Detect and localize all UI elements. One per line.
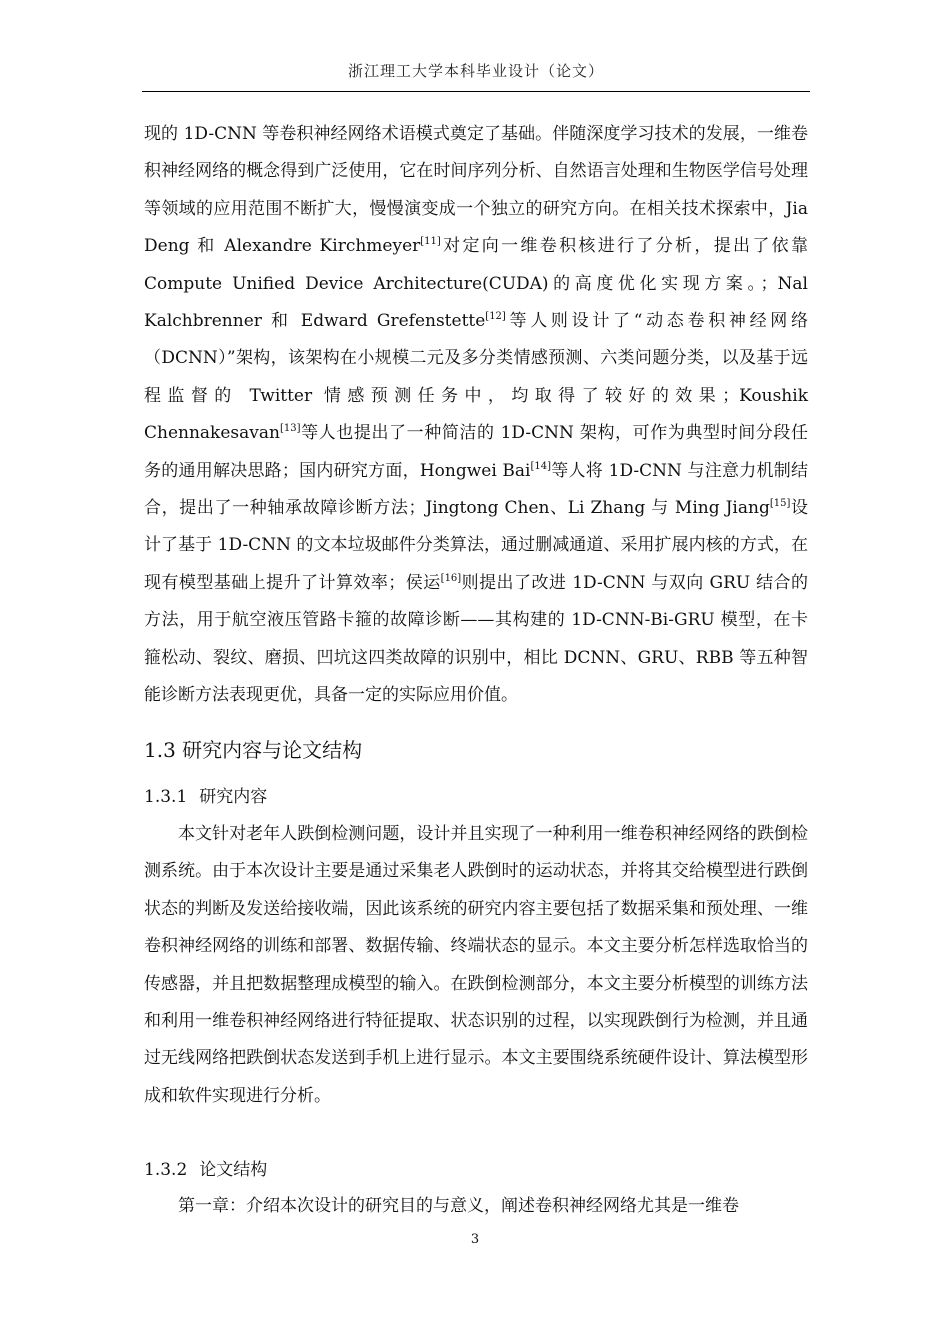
body-paragraph-1 xyxy=(144,116,808,715)
subsection-number: 1.3.1 xyxy=(144,787,188,807)
page-number: 3 xyxy=(470,1232,480,1247)
text-run: 等人则设计了“动态卷积神经网络（DCNN）”架构，该架构在小规模二元及多分类情感预测、六类问题分类，以及基于远程监督的 Twitter 情感预测任务中，均取得了较好的效果；Koushik Chennakesavan xyxy=(144,311,808,444)
section-heading xyxy=(144,734,362,763)
text-run: 等人也提出了一种简洁的 1D-CNN 架构，可作为典型时间分段任务的通用解决思路；国内研究方面，Hongwei Bai xyxy=(144,423,808,481)
text-run: 现的 1D-CNN 等卷积神经网络术语模式奠定了基础。伴随深度学习技术的发展，一维卷积神经网络的概念得到广泛使用，它在时间序列分析、自然语言处理和生物医学信号处理等领域的应用范围不断扩大，慢慢演变成一个独立的研究方向。在相关技术探索中，Jia Deng 和 Alexandre Kirchmeyer xyxy=(144,124,808,257)
header-rule xyxy=(142,91,810,92)
section-title: 研究内容与论文结构 xyxy=(182,738,363,762)
section-number: 1.3 xyxy=(144,738,176,762)
subsection-number: 1.3.2 xyxy=(144,1160,188,1180)
citation-13: [13] xyxy=(279,423,301,435)
citation-12: [12] xyxy=(485,311,506,323)
subsection-heading-2 xyxy=(144,1155,267,1180)
citation-14: [14] xyxy=(530,460,552,472)
text-run: 则提出了改进 1D-CNN 与双向 GRU 结合的方法，用于航空液压管路卡箍的故障诊断——其构建的 1D-CNN-Bi-GRU 模型，在卡箍松动、裂纹、磨损、凹坑这四类故障的识别中，相比 DCNN、GRU、RBB 等五种智能诊断方法表现更优，具备一定的实际应用价值。 xyxy=(144,572,808,706)
subsection-title: 论文结构 xyxy=(199,1160,268,1180)
text-run: 等人将 1D-CNN 与注意力机制结合，提出了一种轴承故障诊断方法；Jingtong Chen、Li Zhang 与 Ming Jiang xyxy=(144,460,808,519)
body-paragraph-2: 本文针对老年人跌倒检测问题，设计并且实现了一种利用一维卷积神经网络的跌倒检测系统。由于本次设计主要是通过采集老人跌倒时的运动状态，并将其交给模型进行跌倒状态的判断及发送给接收端，因此该系统的研究内容主要包括了数据采集和预处理、一维卷积神经网络的训练和部署、数据传输、终端状态的显示。本文主要分析怎样选取恰当的传感器，并且把数据整理成模型的输入。在跌倒检测部分，本文主要分析模型的训练方法和利用一维卷积神经网络进行特征提取、状态识别的过程，以实现跌倒行为检测，并且通过无线网络把跌倒状态发送到手机上进行显示。本文主要围绕系统硬件设计、算法模型形成和软件实现进行分析。 xyxy=(144,824,808,1106)
subsection-title: 研究内容 xyxy=(199,787,268,807)
citation-15: [15] xyxy=(769,498,791,510)
subsection-heading-1 xyxy=(144,782,267,807)
running-header: 浙江理工大学本科毕业设计（论文） xyxy=(347,62,604,80)
text-run: 设计了基于 1D-CNN 的文本垃圾邮件分类算法，通过删减通道、采用扩展内核的方式，在现有模型基础上提升了计算效率；侯运 xyxy=(144,498,809,593)
body-paragraph-3: 第一章：介绍本次设计的研究目的与意义，阐述卷积神经网络尤其是一维卷 xyxy=(178,1196,739,1216)
citation-16: [16] xyxy=(440,572,462,584)
text-run: 对定向一维卷积核进行了分析，提出了依靠 Compute Unified Device Architecture(CUDA)的高度优化实现方案。；Nal Kalchbrenner 和 Edward Grefenstette xyxy=(144,236,809,332)
citation-11: [11] xyxy=(420,236,441,248)
